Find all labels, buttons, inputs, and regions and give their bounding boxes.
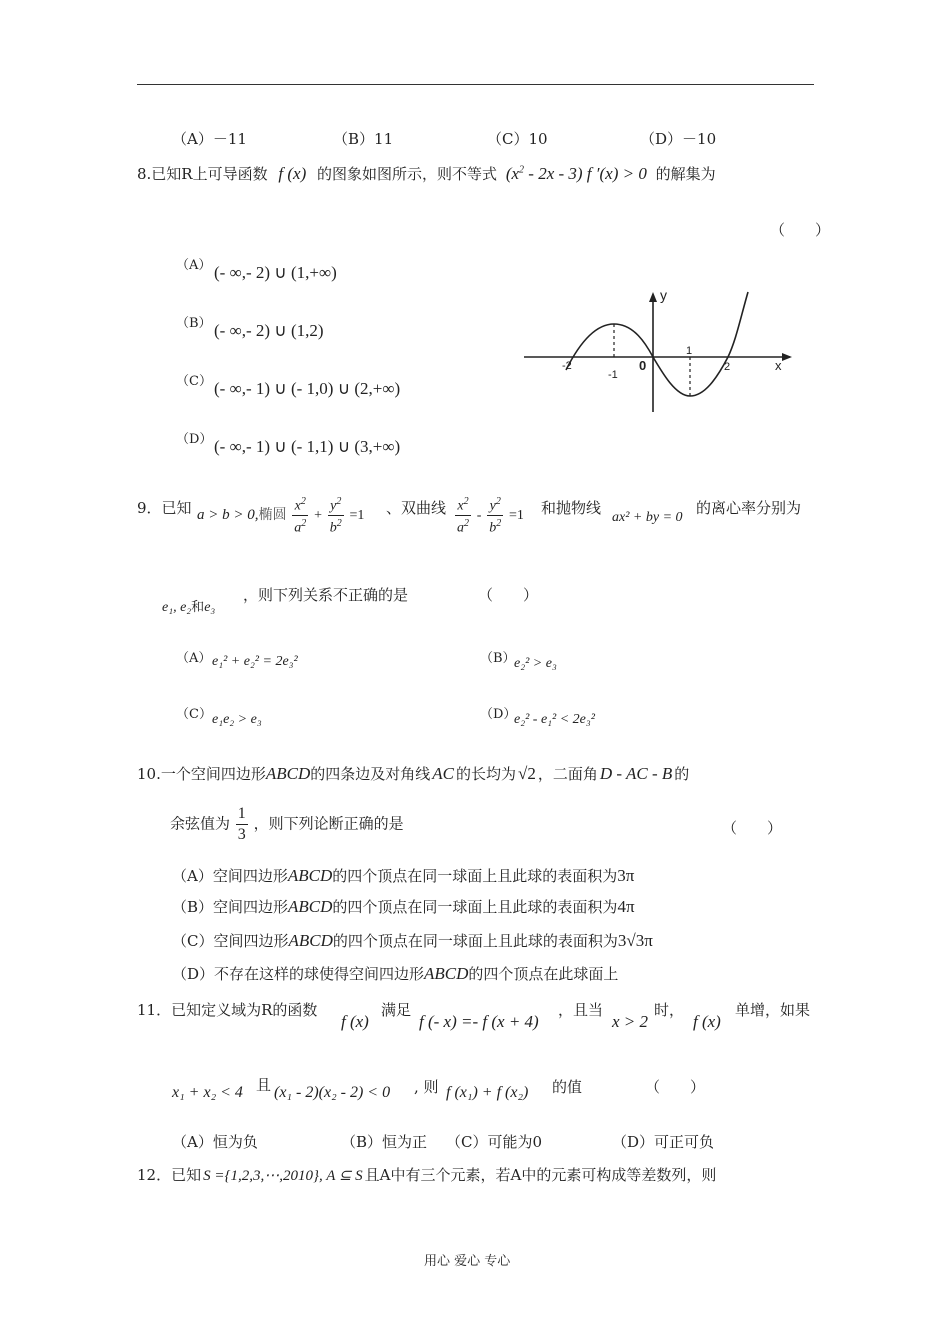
- q11-fx: f (x): [341, 1012, 369, 1031]
- q8-stem: 8.已知R上可导函数 f (x) 的图象如图所示，则不等式 $(x^2 - 2x - 3)$ f ′(x) > 0 的解集为: [137, 164, 716, 183]
- header-rule: [137, 84, 814, 85]
- q7-option-a: （A）－11: [172, 130, 247, 148]
- q9-line2: ，则下列关系不正确的是: [243, 586, 409, 604]
- q10-option-b: （B）空间四边形ABCD的四个顶点在同一球面上且此球的表面积为4π: [172, 897, 635, 916]
- q9-option-d: e₂² - e₁² < 2e₃²: [514, 712, 595, 727]
- q8-function-graph: [518, 284, 798, 416]
- page-footer: 用心 爱心 专心: [424, 1254, 511, 1269]
- q10-line2: 余弦值为 $\frac{1}{3}$ ，则下列论断正确的是: [170, 805, 404, 843]
- y-label: y: [660, 287, 667, 303]
- q9-hyperbola-word: 、双曲线: [386, 499, 447, 517]
- x-axis-arrow: [782, 353, 792, 361]
- q10-option-d: （D）不存在这样的球使得空间四边形ABCD的四个顶点在此球面上: [172, 964, 619, 983]
- tick-1: 1: [686, 345, 693, 357]
- q9-stem: 9．已知: [137, 499, 192, 517]
- q11-equation: f (- x) =- f (x + 4): [419, 1012, 539, 1031]
- q8-label-c: （C）: [176, 374, 212, 389]
- tick-0: 0: [639, 358, 647, 373]
- q10-option-c: （C）空间四边形ABCD的四个顶点在同一球面上且此球的表面积为3√3π: [172, 931, 653, 950]
- q8-blank: （ ）: [770, 221, 831, 239]
- q8-inequality: $(x^2 - 2x - 3)$ f ′(x) > 0: [505, 164, 647, 183]
- q11-option-d: （D）可正可负: [612, 1133, 715, 1151]
- x-label: x: [775, 358, 782, 373]
- q9-option-c: e₁e₂ > e₃: [212, 712, 262, 727]
- q9-option-a: e₁² + e₂² = 2e₃²: [212, 654, 298, 669]
- q11-cond1: x₁ + x₂ < 4: [172, 1084, 243, 1101]
- tick-2: 2: [724, 361, 731, 373]
- q11-and-when: ，且当: [558, 1001, 604, 1019]
- q9-e-list: e₁, e₂和e₃: [162, 600, 216, 615]
- q9-label-a: （A）: [176, 651, 212, 666]
- q8-option-c: (- ∞,- 1) ∪ (- 1,0) ∪ (2,+∞): [214, 379, 401, 398]
- q10-blank: （ ）: [722, 819, 783, 837]
- tick-neg1: -1: [608, 369, 618, 381]
- q11-mono: 单增，如果: [735, 1001, 811, 1019]
- q8-option-a: (- ∞,- 2) ∪ (1,+∞): [214, 263, 337, 282]
- q10-option-a: （A）空间四边形ABCD的四个顶点在同一球面上且此球的表面积为3π: [172, 866, 635, 885]
- q11-cond: x > 2: [612, 1012, 649, 1031]
- q11-option-b: （B）恒为正: [341, 1133, 428, 1151]
- q9-blank: （ ）: [478, 586, 539, 604]
- q9-post: 的离心率分别为: [696, 499, 802, 517]
- q11-qie: 且: [256, 1076, 272, 1094]
- q11-ze: , 则: [414, 1078, 439, 1096]
- q9-conditions: a > b > 0,椭圆 $\frac{x^2}{a^2}$ + $\frac{y^2}{b^2}$ =1: [197, 496, 365, 536]
- q8-fx: f (x): [278, 164, 307, 183]
- q9-parabola-eq: ax² + by = 0: [612, 510, 683, 525]
- q7-option-d: （D）－10: [640, 130, 717, 148]
- q7-option-b: （B）11: [333, 130, 394, 148]
- q11-fx-2: f (x): [693, 1012, 721, 1031]
- q11-option-c: （C）可能为0: [446, 1133, 543, 1151]
- q11-cond2: (x₁ - 2)(x₂ - 2) < 0: [274, 1084, 391, 1101]
- q10-frac-one-third: $\frac{1}{3}$: [237, 805, 246, 843]
- q8-option-b: (- ∞,- 2) ∪ (1,2): [214, 321, 324, 340]
- q9-label-d: （D）: [480, 707, 517, 722]
- q8-label-a: （A）: [176, 258, 212, 273]
- q9-frac-y: $\frac{y^2}{b^2}$: [329, 496, 342, 536]
- q7-option-c: （C）10: [487, 130, 548, 148]
- q9-option-b: e₂² > e₃: [514, 656, 557, 671]
- q11-blank: （ ）: [645, 1078, 706, 1096]
- q9-label-b: （B）: [480, 651, 516, 666]
- q9-hyperbola: $\frac{x^2}{a^2}$ - $\frac{y^2}{b^2}$ =1: [457, 496, 524, 536]
- q8-option-d: (- ∞,- 1) ∪ (- 1,1) ∪ (3,+∞): [214, 437, 401, 456]
- tick-neg2: -2: [562, 360, 572, 372]
- q8-label-b: （B）: [176, 316, 212, 331]
- q8-label-d: （D）: [176, 432, 213, 447]
- q11-pre: 11．已知定义域为R的函数: [137, 1001, 318, 1019]
- q9-and-parabola: 和抛物线: [541, 499, 602, 517]
- q11-satisfy: 满足: [381, 1001, 412, 1019]
- curve: [566, 292, 748, 396]
- q12-stem: 12．已知 S ={1,2,3,⋯,2010}, A ⊆ S 且A中有三个元素，若A中的元素可构成等差数列，则: [137, 1166, 717, 1184]
- q11-shi: 时，: [654, 1001, 685, 1019]
- q11-expr: f (x₁) + f (x₂): [446, 1084, 529, 1101]
- y-axis-arrow: [649, 292, 657, 302]
- q9-frac-x: $\frac{x^2}{a^2}$: [294, 496, 307, 536]
- q11-de-zhi: 的值: [552, 1078, 583, 1096]
- q10-stem: 10.一个空间四边形ABCD的四条边及对角线 AC 的长均为 √2 ，二面角 D - AC - B 的: [137, 764, 690, 783]
- q11-option-a: （A）恒为负: [172, 1133, 258, 1151]
- q9-label-c: （C）: [176, 707, 212, 722]
